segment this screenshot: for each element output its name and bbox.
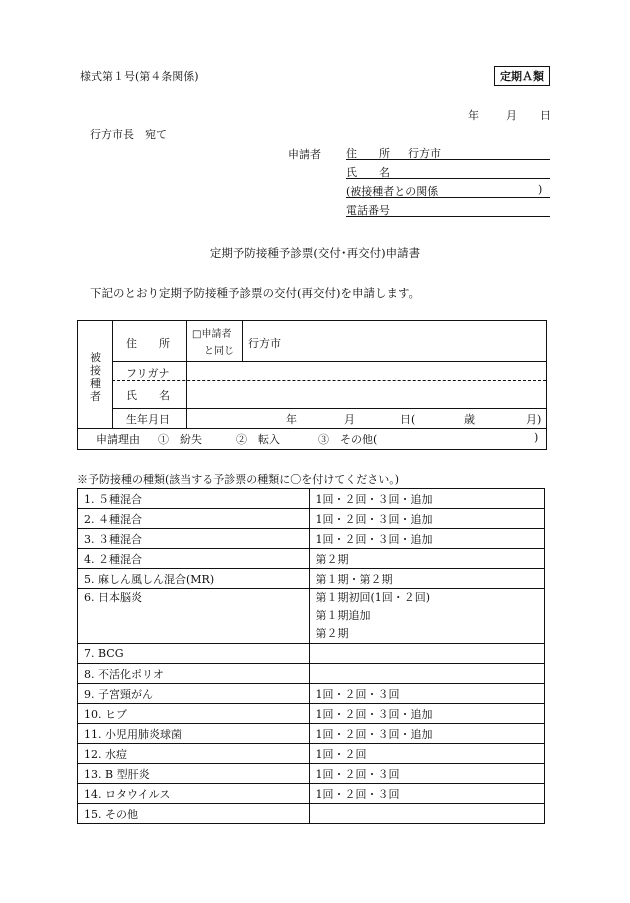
vaccine-doses-cell[interactable] [309,664,545,684]
vaccine-name-cell: 1. ５種混合 [78,489,310,509]
date-month-label: 月 [506,109,517,122]
vaccine-doses-cell[interactable]: 1回・２回・３回 [309,684,545,704]
reason-moved-in-option[interactable]: ② 転入 [236,433,280,446]
addressee: 行方市長 宛て [90,128,167,141]
vaccine-dose-line[interactable]: 第２期 [315,627,349,640]
vaccine-name-cell: 7. BCG [78,644,310,664]
vaccine-name-cell: 2. ４種混合 [78,509,310,529]
applicant-name-label: 氏 名 [346,166,390,179]
birth-day-label: 日( [400,413,416,426]
reason-other-close: ) [534,431,539,444]
age-month-label: 月) [526,413,542,426]
vaccine-note: ※予防接種の種類(該当する予診票の種類に〇を付けてください。) [77,473,400,486]
category-badge: 定期Ａ類 [494,66,550,86]
vaccine-row[interactable] [78,784,545,804]
vaccine-table [77,488,545,824]
vaccine-name-cell: 3. ３種混合 [78,529,310,549]
vaccine-row[interactable] [78,549,545,569]
vaccine-doses-cell[interactable]: 1回・２回・３回・追加 [309,724,545,744]
vaccine-doses-cell[interactable] [309,644,545,664]
vaccine-row[interactable] [78,804,545,824]
applicant-phone-label: 電話番号 [346,204,390,217]
vaccine-doses-cell[interactable]: 1回・２回・３回・追加 [309,509,545,529]
vaccine-doses-cell[interactable]: 第１期・第２期 [309,569,545,589]
birth-month-label: 月 [344,413,355,426]
recipient-name-input[interactable] [186,381,546,408]
vaccine-row[interactable] [78,644,545,664]
vaccine-name-cell: 11. 小児用肺炎球菌 [78,724,310,744]
vaccine-dose-line[interactable]: 第１期初回(1回・２回) [315,591,431,604]
applicant-relation-line[interactable] [346,183,550,198]
age-unit-label: 歳 [464,413,475,426]
vaccine-name-cell: 5. 麻しん風しん混合(MR) [78,569,310,589]
vaccine-row[interactable] [78,589,545,644]
vaccine-name-cell: 15. その他 [78,804,310,824]
recipient-name-label: 氏 名 [126,389,170,402]
form-number: 様式第１号(第４条関係) [80,70,199,83]
same-as-applicant-cell[interactable] [186,321,243,361]
vaccine-doses-cell[interactable]: 第２期 [309,549,545,569]
vaccine-doses-cell[interactable]: 1回・２回・３回・追加 [309,489,545,509]
vaccine-name-cell: 12. 水痘 [78,744,310,764]
recipient-address-label: 住 所 [126,337,170,350]
applicant-address-line[interactable] [346,145,550,160]
same-as-applicant-checkbox[interactable]: □申請者 [192,329,232,340]
date-year-label: 年 [468,109,479,122]
vaccine-doses-cell[interactable]: 1回・２回・３回 [309,784,545,804]
vaccine-dose-line[interactable]: 第１期追加 [315,609,371,622]
birthdate-label: 生年月日 [126,413,170,426]
vaccine-row[interactable] [78,704,545,724]
vaccine-row[interactable] [78,744,545,764]
recipient-side-label: 被接種者 [90,351,101,403]
vaccine-row[interactable] [78,489,545,509]
reason-label: 申請理由 [96,433,140,446]
vaccine-row[interactable] [78,684,545,704]
reason-lost-option[interactable]: ① 紛失 [158,433,202,446]
birth-year-label: 年 [286,413,297,426]
vaccine-doses-cell[interactable] [309,589,545,644]
applicant-address-value: 行方市 [408,147,441,160]
vaccine-doses-cell[interactable]: 1回・２回 [309,744,545,764]
vaccine-row[interactable] [78,724,545,744]
applicant-phone-line[interactable] [346,202,550,217]
vaccine-name-cell: 13. B 型肝炎 [78,764,310,784]
vaccine-row[interactable] [78,569,545,589]
vaccine-row[interactable] [78,764,545,784]
recipient-side-cell [78,321,113,428]
vaccine-name-cell: 6. 日本脳炎 [78,589,310,644]
applicant-label: 申請者 [288,148,321,161]
date-day-label: 日 [540,109,551,122]
applicant-relation-close: ) [538,183,543,196]
vaccine-doses-cell[interactable]: 1回・２回・３回・追加 [309,529,545,549]
vaccine-row[interactable] [78,529,545,549]
vaccine-row[interactable] [78,509,545,529]
document-title: 定期予防接種予診票(交付･再交付)申請書 [209,246,421,260]
vaccine-doses-cell[interactable]: 1回・２回・３回・追加 [309,704,545,724]
vaccine-name-cell: 4. ２種混合 [78,549,310,569]
vaccine-doses-cell[interactable] [309,804,545,824]
furigana-label: フリガナ [126,367,170,380]
vaccine-name-cell: 14. ロタウイルス [78,784,310,804]
furigana-input[interactable] [186,362,546,380]
recipient-table [77,320,547,450]
recipient-address-value: 行方市 [248,337,281,350]
vaccine-name-cell: 8. 不活化ポリオ [78,664,310,684]
vaccine-name-cell: 9. 子宮頸がん [78,684,310,704]
vaccine-row[interactable] [78,664,545,684]
intro-text: 下記のとおり定期予防接種予診票の交付(再交付)を申請します。 [90,286,421,300]
applicant-relation-label: (被接種者との関係 [346,185,439,198]
same-as-applicant-text: と同じ [204,346,234,357]
reason-other-option[interactable]: ③ その他( [318,433,378,446]
vaccine-name-cell: 10. ヒブ [78,704,310,724]
applicant-name-line[interactable] [346,164,550,179]
vaccine-doses-cell[interactable]: 1回・２回・３回 [309,764,545,784]
applicant-address-label: 住 所 [346,147,390,160]
